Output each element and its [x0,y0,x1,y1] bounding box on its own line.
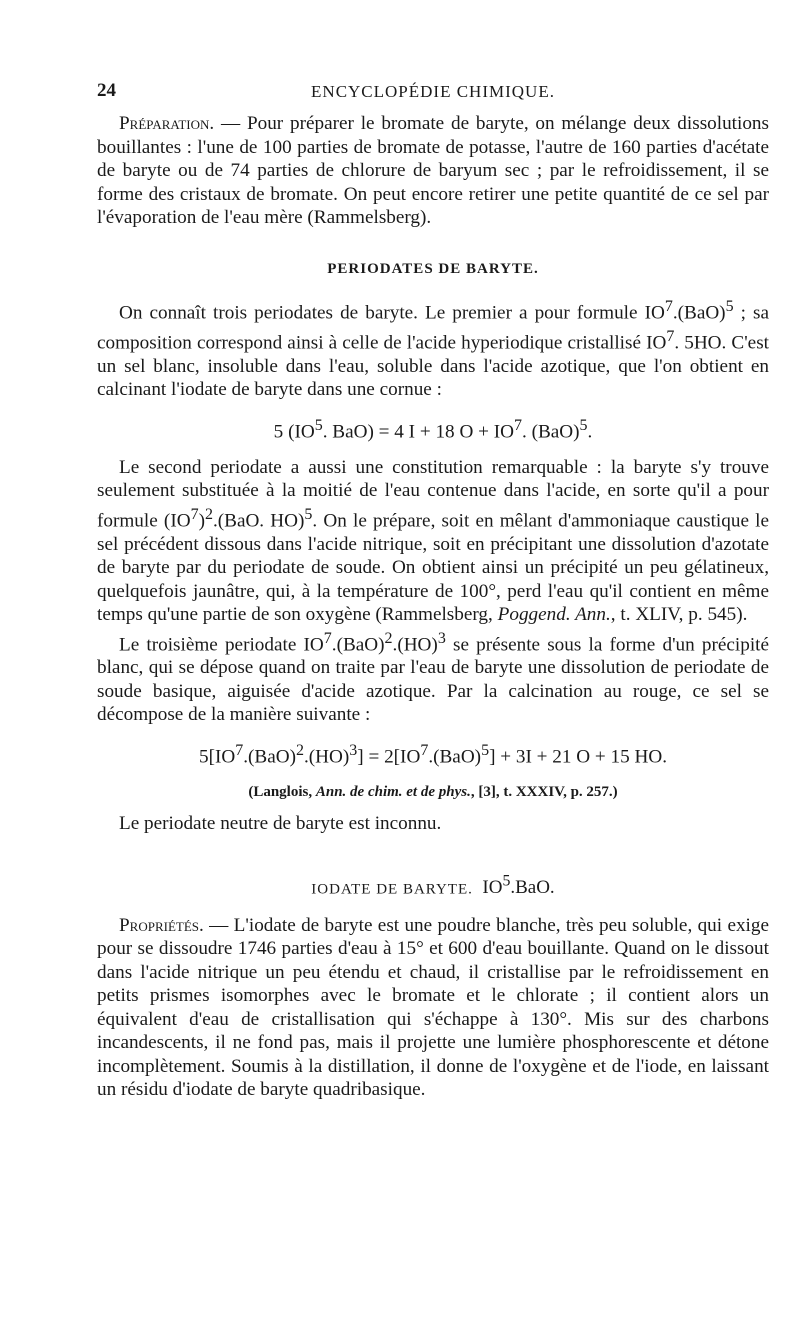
properties-label: Propriétés. [119,914,204,936]
preparation-label: Préparation. [119,113,215,134]
properties-text: — L'iodate de baryte est une poudre blanche, très peu soluble, qui exige pour se dissoudre 1746 parties d'eau à 15° et 600 d'eau bouillante. Quand on le dissout dans l'acide nitrique un peu étendu et chaud, il cristallise par le refroidissement en petits prismes isomorphes avec le bromate et le chlorate ; il contient alors un équivalent d'eau de cristallisation qui s'échappe à 130°. Mis sur des charbons incandescents, il ne fond pas, mais il projette une lumière phosphorescente et détone incomplètement. Soumis à la distillation, il donne de l'oxygène et de l'iode, en laissant un résidu d'iodate de baryte quadribasique. [97,914,769,1101]
page-number: 24 [97,80,116,101]
page-body [97,112,769,1102]
iodate-properties-paragraph [97,914,769,1102]
citation: (Langlois, Ann. de chim. et de phys., [3], t. XXXIV, p. 257.) [248,783,618,800]
periodates-paragraph-3: Le troisième periodate $IO^7.(BaO)^2.(HO)^3$ se présente sous la forme d'un précipité blanc, qui se dépose quand on traite par l'eau de baryte une dissolution de periodate de soude basique, aiguisée d'acide azotique. Par la calcination au rouge, ce sel se décompose de la manière suivante : [97,629,769,726]
iodate-formula: $IO^5.BaO$. [482,872,555,899]
preparation-text: — Pour préparer le bromate de baryte, on mélange deux dissolutions bouillantes : l'une de 100 parties de bromate de potasse, l'autre de 160 parties d'acétate de baryte ou de 74 parties de chlorure de baryum sec ; par le refroidissement, il se forme des cristaux de bromate. On peut encore retirer une petite quantité de ce sel par l'évaporation de l'eau mère (Rammelsberg). [97,113,769,228]
periodates-paragraph-2: Le second periodate a aussi une constitution remarquable : la baryte s'y trouve seulement substituée à la moitié de l'eau contenue dans l'acide, en sorte qu'il a pour formule $(IO^7)^2.(BaO$. HO)$^5$. On le prépare, soit en mêlant d'ammoniaque caustique le sel précédent dissous dans l'acide nitrique, soit en précipitant une dissolution d'azotate de baryte par du periodate de soude. On obtient ainsi un précipité un peu gélatineux, quelquefois jaunâtre, qui, à la température de 100°, perd l'eau qu'il contient en même temps qu'une partie de son oxygène (Rammelsberg, Poggend. Ann., t. XLIV, p. 545). [97,456,769,626]
equation-2: $5[IO^7.(BaO)^2.(HO)^3] = 2[IO^7.(BaO)^5] + 3I + 21$ O + 15 HO. [198,741,668,768]
preparation-paragraph [97,112,769,230]
periodates-paragraph-4: Le periodate neutre de baryte est inconnu. [119,813,442,835]
equation-1: 5 ($IO^5$. BaO) = 4 I + 18 $O + IO^7$. (BaO)$^5$. [273,416,593,443]
iodate-heading: IODATE DE BARYTE. $IO^5.BaO$. [311,872,555,899]
periodates-heading: PERIODATES DE BARYTE. [327,260,539,277]
periodates-paragraph-1: On connaît trois periodates de baryte. Le premier a pour formule $IO^7.(BaO)^5$ ; sa composition correspond ainsi à celle de l'acide hyperiodique cristallisé $IO^7$. 5HO. C'est un sel blanc, insoluble dans l'eau, soluble dans l'acide azotique, que l'on obtient en calcinant l'iodate de baryte dans une cornue : [97,298,769,401]
running-title: ENCYCLOPÉDIE CHIMIQUE. [311,82,555,101]
running-head [97,80,769,106]
